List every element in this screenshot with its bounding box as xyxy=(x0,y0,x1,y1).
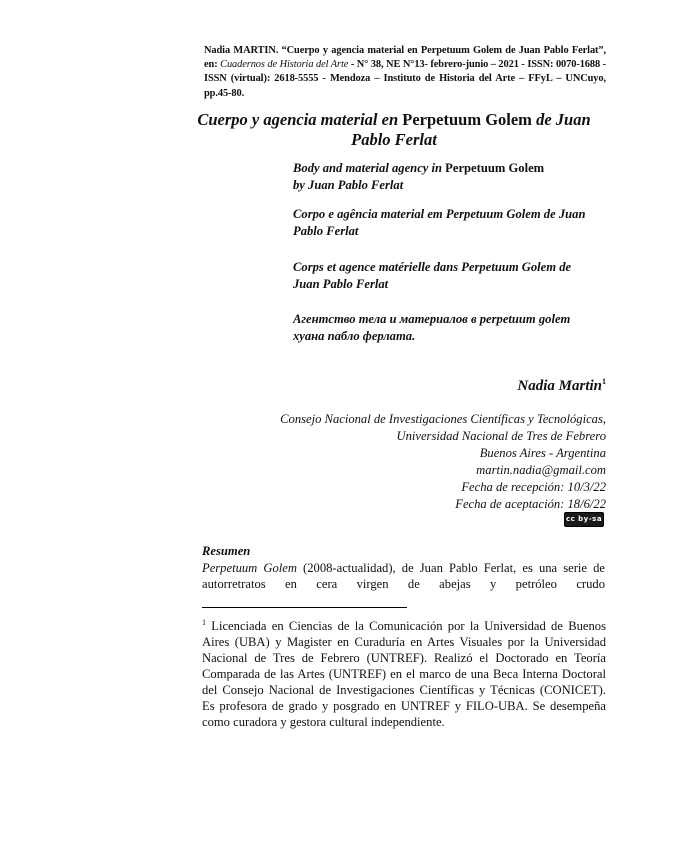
alt-title-english-work: Perpetuum Golem xyxy=(445,161,545,175)
alt-title-english-before: Body and material agency in xyxy=(293,161,446,175)
alt-title-russian-text: Агентство тела и материалов в perpetuum golem хуана пабло ферлата. xyxy=(293,312,571,343)
title-work: Perpetuum Golem xyxy=(402,110,532,129)
citation-header xyxy=(204,44,606,101)
author-name xyxy=(517,377,606,395)
abstract-text: (2008-actualidad), de Juan Pablo Ferlat, es una serie de autorretratos en cera virgen de abejas y petróleo crudo xyxy=(202,561,606,591)
alt-title-russian xyxy=(293,311,593,345)
citation-suffix: - N° 38, NE N°13- febrero-junio – 2021 - ISSN: 0070-1688 - ISSN (virtual): 2618-5555 - Mendoza – Instituto de Historia del Arte – FFyL – UNCuyo, pp.45-80. xyxy=(204,59,607,99)
abstract-work: Perpetuum Golem xyxy=(202,561,297,575)
title-part1: Cuerpo y agencia material en xyxy=(197,110,403,129)
alt-title-portuguese xyxy=(293,206,593,240)
alt-title-english-after: by Juan Pablo Ferlat xyxy=(293,178,404,192)
abstract-heading: Resumen xyxy=(202,544,251,558)
footnote-divider xyxy=(202,607,407,608)
affiliation-university: Universidad Nacional de Tres de Febrero xyxy=(396,429,606,443)
author-footnote-mark[interactable]: 1 xyxy=(602,377,606,386)
alt-title-french xyxy=(293,259,593,293)
received-date: Fecha de recepción: 10/3/22 xyxy=(461,480,606,494)
alt-title-portuguese-text: Corpo e agência material em Perpetuum Golem de Juan Pablo Ferlat xyxy=(293,207,586,238)
alt-title-english xyxy=(293,160,593,194)
author-affiliation xyxy=(186,411,606,513)
footnote xyxy=(202,615,606,730)
affiliation-location: Buenos Aires - Argentina xyxy=(479,446,606,460)
article-title xyxy=(195,110,593,150)
journal-name: Cuadernos de Historia del Arte xyxy=(220,59,349,71)
affiliation-institution: Consejo Nacional de Investigaciones Científicas y Tecnológicas, xyxy=(280,412,606,426)
accepted-date: Fecha de aceptación: 18/6/22 xyxy=(455,497,606,511)
footnote-mark: 1 xyxy=(202,618,206,627)
abstract-body xyxy=(202,560,605,592)
citation-prefix: Nadia MARTIN. “Cuerpo y agencia material en Perpetuum Golem de Juan Pablo Ferlat”, en: xyxy=(204,45,606,71)
author-email[interactable]: martin.nadia@gmail.com xyxy=(476,463,606,477)
footnote-text: Licenciada en Ciencias de la Comunicación por la Universidad de Buenos Aires (UBA) y Magister en Curaduría en Artes Visuales por la Universidad Nacional de Tres de Febrero (UNTREF). Realizó el Doctorado en Teoría Comparada de las Artes (UNTREF) en el marco de una Beca Interna Doctoral del Consejo Nacional de Investigaciones Científicas y Técnicas (CONICET). Es profesora de grado y posgrado en UNTREF y FILO-UBA. Se desempeña como curadora y gestora cultural independiente. xyxy=(202,619,606,730)
alt-title-french-text: Corps et agence matérielle dans Perpetuum Golem de Juan Pablo Ferlat xyxy=(293,260,572,291)
creative-commons-icon[interactable]: cc by-sa xyxy=(564,512,604,527)
author-name-text: Nadia Martin xyxy=(517,378,602,394)
title-part2: de Juan Pablo Ferlat xyxy=(351,110,591,149)
